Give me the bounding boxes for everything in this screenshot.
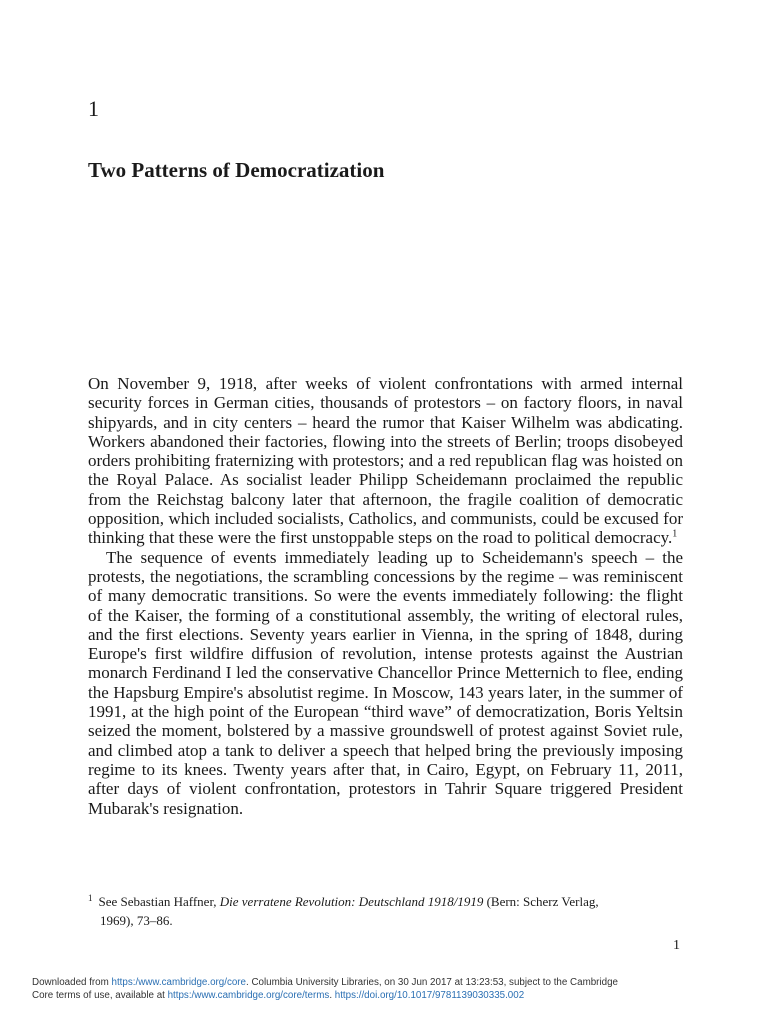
footer-text: Core terms of use, available at xyxy=(32,990,168,1001)
footnote-reference[interactable]: 1 xyxy=(672,528,678,540)
doi-link[interactable]: https://doi.org/10.1017/9781139030335.002 xyxy=(334,990,525,1001)
body-text xyxy=(88,374,683,818)
footer-text: . Columbia University Libraries, on 30 Jun 2017 at 13:23:53, subject to the Cambridge xyxy=(246,977,618,988)
footnote-line-2: 1969), 73–86. xyxy=(100,913,173,928)
footer-text: Downloaded from xyxy=(32,977,112,988)
footnote-number: 1 xyxy=(88,892,93,903)
chapter-number: 1 xyxy=(88,96,99,121)
chapter-title: Two Patterns of Democratization xyxy=(88,158,385,182)
footnote-prefix: See Sebastian Haffner, xyxy=(98,894,220,909)
paragraph-1 xyxy=(88,374,683,548)
download-footer xyxy=(32,976,732,1002)
footer-text: . xyxy=(329,990,335,1001)
cambridge-core-link[interactable]: https:/www.cambridge.org/core xyxy=(111,977,247,988)
page-number: 1 xyxy=(673,938,680,953)
paragraph-2: The sequence of events immediately leading up to Scheidemann's speech – the protests, the negotiations, the scrambling concessions by the regime – was reminiscent of many democratic transitions. So were the events immediately following: the flight of the Kaiser, the forming of a constitutional assembly, the writing of electoral rules, and the first elections. Seventy years earlier in Vienna, in the spring of 1848, during Europe's first wildfire diffusion of revolution, intense protests against the Austrian monarch Ferdinand I led the conservative Chancellor Prince Metternich to flee, ending the Hapsburg Empire's absolutist regime. In Moscow, 143 years later, in the summer of 1991, at the high point of the European “third wave” of democratization, Boris Yeltsin seized the moment, bolstered by a massive groundswell of protest against Soviet rule, and climbed atop a tank to deliver a speech that helped bring the previously imposing regime to its knees. Twenty years after that, in Cairo, Egypt, on February 11, 2011, after days of violent confrontation, protestors in Tahrir Square triggered President Mubarak's resignation. xyxy=(88,547,683,818)
terms-link[interactable]: https:/www.cambridge.org/core/terms xyxy=(167,990,330,1001)
footnote-suffix: (Bern: Scherz Verlag, xyxy=(483,894,599,909)
paragraph-1-text: On November 9, 1918, after weeks of violent confrontations with armed internal security forces in German cities, thousands of protestors – on factory floors, in naval shipyards, and in city centers – heard the rumor that Kaiser Wilhelm was abdicating. Workers abandoned their factories, flowing into the streets of Berlin; troops disobeyed orders prohibiting fraternizing with protestors; and a red republican flag was hoisted on the Royal Palace. As socialist leader Philipp Scheidemann proclaimed the republic from the Reichstag balcony later that afternoon, the fragile coalition of democratic opposition, which included socialists, Catholics, and communists, could be excused for thinking that these were the first unstoppable steps on the road to political democracy. xyxy=(88,374,683,548)
footnote xyxy=(88,892,684,930)
footnote-book-title: Die verratene Revolution: Deutschland 1918/1919 xyxy=(219,894,484,909)
